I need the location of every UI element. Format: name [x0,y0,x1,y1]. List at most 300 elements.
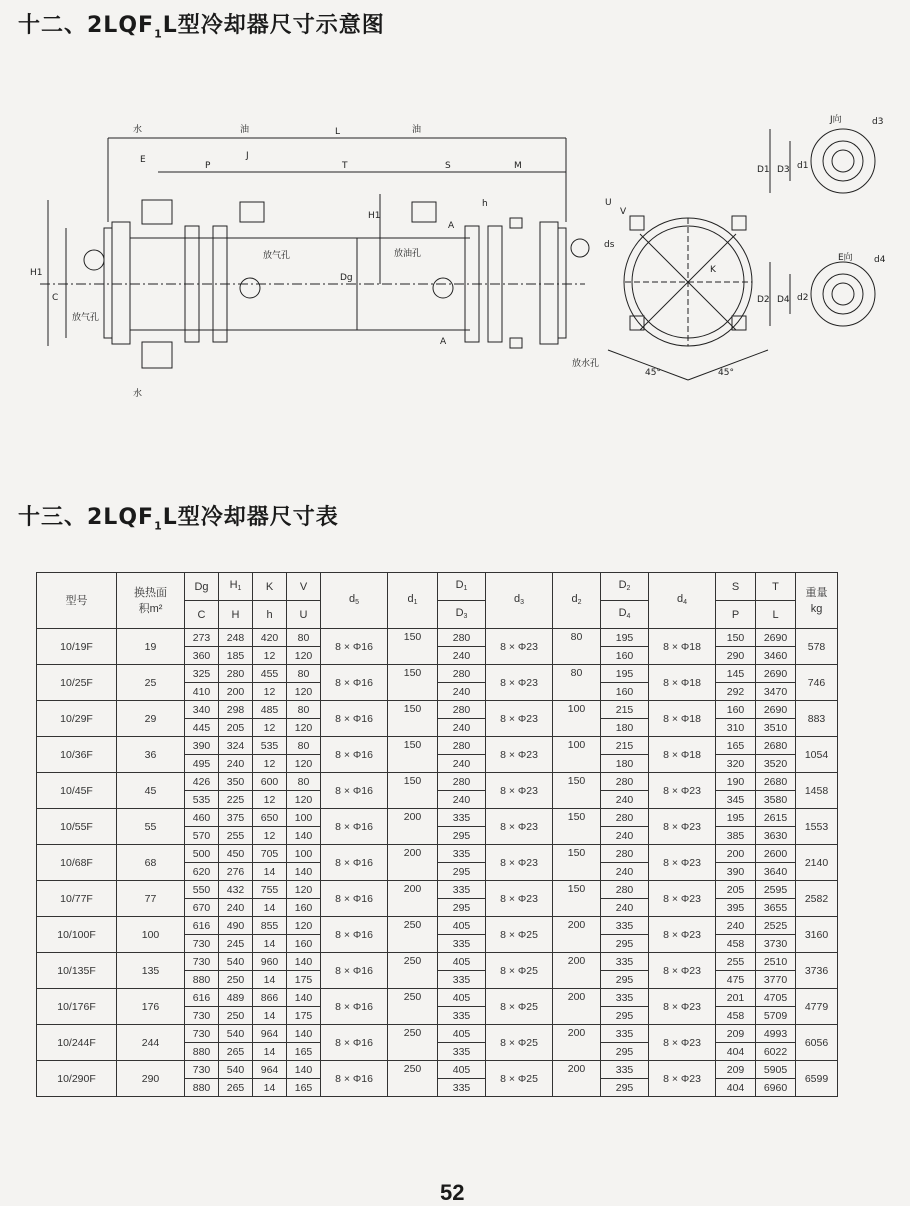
table-cell: 570 [185,827,219,845]
table-cell: 140 [287,989,321,1007]
table-cell: 2615 [756,809,796,827]
table-cell: 475 [716,971,756,989]
table-cell: 29 [117,701,185,737]
table-cell: 500 [185,845,219,863]
svg-text:h: h [482,199,488,209]
table-cell: 3510 [756,719,796,737]
table-cell: 180 [601,719,649,737]
svg-text:45°: 45° [645,368,661,378]
table-cell: 458 [716,1007,756,1025]
table-cell: 2600 [756,845,796,863]
table-row [37,665,838,683]
table-cell: 140 [287,863,321,881]
table-cell: 10/100F [37,917,117,953]
table-cell: 140 [287,953,321,971]
table-cell: 616 [185,989,219,1007]
table-cell: 458 [716,935,756,953]
table-cell: 8 × Φ23 [486,665,553,701]
table-cell: 240 [438,791,486,809]
table-cell: 12 [253,647,287,665]
svg-text:45°: 45° [718,368,734,378]
table-cell: 14 [253,971,287,989]
table-cell: 335 [601,989,649,1007]
table-cell: 150 [716,629,756,647]
table-cell: 350 [219,773,253,791]
table-cell: 200 [553,953,601,989]
drawing-labels [30,113,886,399]
table-cell: 8 × Φ23 [649,1025,716,1061]
table-cell: 340 [185,701,219,719]
svg-text:ds: ds [604,240,615,250]
table-cell: 145 [716,665,756,683]
table-cell: H [219,601,253,629]
table-cell: 620 [185,863,219,881]
table-cell: 335 [438,881,486,899]
svg-text:d3: d3 [872,117,884,127]
table-cell: 80 [553,665,601,701]
table-cell: 8 × Φ18 [649,665,716,701]
table-cell: 295 [601,1043,649,1061]
table-cell: 240 [601,899,649,917]
table-cell: 3470 [756,683,796,701]
table-cell: 240 [438,755,486,773]
table-cell: 1054 [796,737,838,773]
table-cell: 2680 [756,773,796,791]
table-cell: 2690 [756,701,796,719]
table-cell: 100 [553,737,601,773]
table-cell: $d_4$ [649,573,716,629]
table-cell: 14 [253,899,287,917]
table-cell: 295 [601,935,649,953]
table-cell: 200 [388,881,438,917]
table-cell: 248 [219,629,253,647]
table-cell: 200 [553,1061,601,1097]
table-cell: 3736 [796,953,838,989]
table-cell: 280 [438,701,486,719]
table-cell: 80 [287,665,321,683]
table-cell: 280 [438,737,486,755]
table-cell: 5709 [756,1007,796,1025]
table-cell: 8 × Φ18 [649,737,716,773]
table-cell: 225 [219,791,253,809]
table-cell: $D_4$ [601,601,649,629]
table-cell: 195 [601,665,649,683]
table-cell: 77 [117,881,185,917]
table-cell: 489 [219,989,253,1007]
table-cell: 880 [185,1043,219,1061]
table-cell: 80 [553,629,601,665]
table-cell: 10/45F [37,773,117,809]
table-cell: 8 × Φ25 [486,953,553,989]
header-area: 换热面 积m² [117,573,185,629]
table-cell: 578 [796,629,838,665]
svg-text:D3: D3 [777,165,790,175]
table-cell: 240 [219,755,253,773]
table-cell: 405 [438,953,486,971]
table-cell: 200 [553,1025,601,1061]
table-cell: 335 [438,971,486,989]
table-cell: 746 [796,665,838,701]
table-cell: 324 [219,737,253,755]
table-cell: 730 [185,1007,219,1025]
table-cell: 8 × Φ25 [486,917,553,953]
table-cell: 244 [117,1025,185,1061]
table-cell: 8 × Φ16 [321,773,388,809]
table-cell: 12 [253,791,287,809]
table-cell: 855 [253,917,287,935]
table-cell: 2690 [756,629,796,647]
table-cell: 2690 [756,665,796,683]
table-cell: C [185,601,219,629]
table-cell: 150 [388,737,438,773]
table-row [37,737,838,755]
table-cell: 290 [117,1061,185,1097]
svg-text:d4: d4 [874,255,886,265]
table-cell: 8 × Φ23 [486,629,553,665]
table-cell: 280 [438,773,486,791]
table-cell: 205 [219,719,253,737]
table-cell: 250 [388,953,438,989]
table-cell: 240 [601,863,649,881]
table-cell: 335 [438,1007,486,1025]
table-cell: 280 [601,773,649,791]
table-cell: 10/55F [37,809,117,845]
table-cell: 405 [438,1061,486,1079]
table-cell: 535 [185,791,219,809]
table-cell: 964 [253,1025,287,1043]
table-cell: 250 [388,989,438,1025]
table-cell: 8 × Φ23 [649,917,716,953]
table-cell: 3160 [796,917,838,953]
table-cell: U [287,601,321,629]
table-cell: 240 [438,683,486,701]
table-cell: 730 [185,953,219,971]
table-cell: 100 [117,917,185,953]
table-cell: 160 [287,899,321,917]
table-cell: 150 [388,665,438,701]
svg-text:Dg: Dg [340,273,353,283]
svg-text:d2: d2 [797,293,809,303]
table-cell: 14 [253,935,287,953]
table-cell: 45 [117,773,185,809]
table-cell: 280 [438,665,486,683]
svg-text:U: U [605,198,612,208]
table-cell: 245 [219,935,253,953]
table-cell: 535 [253,737,287,755]
table-cell: 335 [601,953,649,971]
table-cell: 8 × Φ23 [486,737,553,773]
table-cell: 880 [185,1079,219,1097]
svg-text:放气孔: 放气孔 [72,313,100,323]
table-cell: 10/244F [37,1025,117,1061]
table-cell: 240 [601,827,649,845]
table-cell: 8 × Φ25 [486,1025,553,1061]
table-cell: 405 [438,917,486,935]
table-cell: 209 [716,1025,756,1043]
table-cell: 8 × Φ18 [649,629,716,665]
table-cell: 755 [253,881,287,899]
table-cell: 240 [219,899,253,917]
table-cell: 240 [601,791,649,809]
table-cell: 280 [438,629,486,647]
table-cell: 3640 [756,863,796,881]
table-cell: 14 [253,1043,287,1061]
table-cell: 14 [253,1007,287,1025]
table-cell: 10/29F [37,701,117,737]
table-cell: 8 × Φ25 [486,1061,553,1097]
table-cell: 100 [287,809,321,827]
table-cell: 960 [253,953,287,971]
table-cell: 292 [716,683,756,701]
table-cell: 2595 [756,881,796,899]
table-cell: 8 × Φ16 [321,1025,388,1061]
svg-text:A: A [448,221,455,231]
table-cell: 140 [287,1061,321,1079]
table-cell: 8 × Φ23 [649,953,716,989]
diagram-heading: 十二、$2LQF_1L$型冷却器尺寸示意图 [18,13,385,41]
table-cell: 395 [716,899,756,917]
table-cell: 883 [796,701,838,737]
svg-text:M: M [514,161,522,171]
table-cell: 176 [117,989,185,1025]
svg-text:D4: D4 [777,295,790,305]
table-cell: 160 [601,647,649,665]
table-cell: 280 [601,809,649,827]
table-cell: 8 × Φ16 [321,809,388,845]
table-cell: 200 [388,809,438,845]
table-cell: 68 [117,845,185,881]
table-cell: 80 [287,737,321,755]
table-cell: 160 [716,701,756,719]
table-cell: 10/290F [37,1061,117,1097]
table-cell: 345 [716,791,756,809]
table-cell: 298 [219,701,253,719]
table-cell: 175 [287,971,321,989]
table-cell: 276 [219,863,253,881]
table-cell: 295 [601,1079,649,1097]
svg-text:放气孔: 放气孔 [263,251,291,261]
table-row [37,953,838,971]
svg-text:T: T [342,161,348,171]
table-cell: 240 [438,719,486,737]
svg-text:K: K [710,265,716,275]
table-row [37,773,838,791]
table-cell: 540 [219,1061,253,1079]
table-cell: 6960 [756,1079,796,1097]
table-cell: K [253,573,287,601]
table-cell: $D_1$ [438,573,486,601]
table-cell: 335 [438,935,486,953]
table-cell: 290 [716,647,756,665]
table-cell: 8 × Φ23 [486,809,553,845]
table-cell: 3655 [756,899,796,917]
table-cell: 209 [716,1061,756,1079]
table-cell: 730 [185,1061,219,1079]
svg-text:油: 油 [240,125,250,135]
table-row [37,845,838,863]
svg-text:L: L [335,127,341,137]
table-row [37,1061,838,1079]
table-cell: 295 [438,827,486,845]
table-cell: 295 [601,971,649,989]
table-cell: 335 [438,1079,486,1097]
table-cell: 25 [117,665,185,701]
table-cell: 10/19F [37,629,117,665]
table-cell: 165 [716,737,756,755]
table-cell: 255 [716,953,756,971]
table-cell: 255 [219,827,253,845]
table-cell: 866 [253,989,287,1007]
table-cell: 150 [388,701,438,737]
table-cell: 8 × Φ23 [649,845,716,881]
svg-text:A: A [440,337,447,347]
table-cell: 335 [438,845,486,863]
table-cell: V [287,573,321,601]
table-cell: 8 × Φ18 [649,701,716,737]
table-cell: 250 [219,1007,253,1025]
table-cell: 1458 [796,773,838,809]
table-cell: 8 × Φ23 [649,881,716,917]
table-cell: T [756,573,796,601]
table-cell: 200 [553,917,601,953]
table-cell: 8 × Φ16 [321,737,388,773]
table-row [37,809,838,827]
svg-text:J: J [246,151,249,161]
table-cell: 8 × Φ25 [486,989,553,1025]
svg-text:D1: D1 [757,165,770,175]
table-cell: 14 [253,1079,287,1097]
table-cell: 80 [287,701,321,719]
table-cell: 140 [287,827,321,845]
table-cell: 100 [287,845,321,863]
table-cell: 2582 [796,881,838,917]
table-cell: 273 [185,629,219,647]
svg-text:H1: H1 [30,268,43,278]
table-cell: L [756,601,796,629]
table-cell: 165 [287,1079,321,1097]
table-cell: 250 [388,917,438,953]
table-cell: 6022 [756,1043,796,1061]
table-cell: 150 [553,773,601,809]
svg-text:P: P [205,161,211,171]
header-model: 型号 [37,573,117,629]
table-cell: 80 [287,629,321,647]
table-cell: Dg [185,573,219,601]
table-cell: 100 [553,701,601,737]
table-cell: 385 [716,827,756,845]
table-cell: 8 × Φ16 [321,1061,388,1097]
table-cell: 135 [117,953,185,989]
table-cell: 150 [388,773,438,809]
svg-text:H1: H1 [368,211,381,221]
table-cell: 6599 [796,1061,838,1097]
table-cell: 410 [185,683,219,701]
table-cell: 8 × Φ23 [486,701,553,737]
svg-text:E向: E向 [838,253,853,263]
table-cell: 335 [601,917,649,935]
table-cell: 2510 [756,953,796,971]
table-cell: 540 [219,953,253,971]
dimension-table [36,572,838,1097]
table-row [37,881,838,899]
table-cell: 140 [287,1025,321,1043]
table-cell: 120 [287,647,321,665]
table-cell: 160 [287,935,321,953]
table-cell: 195 [716,809,756,827]
table-cell: 10/77F [37,881,117,917]
table-cell: 730 [185,1025,219,1043]
table-cell: 250 [388,1061,438,1097]
table-cell: 120 [287,917,321,935]
table-cell: 8 × Φ16 [321,989,388,1025]
table-cell: 670 [185,899,219,917]
table-cell: 120 [287,683,321,701]
table-cell: 200 [219,683,253,701]
table-cell: 150 [553,809,601,845]
table-cell: 1553 [796,809,838,845]
table-cell: 200 [388,845,438,881]
table-cell: 335 [438,1043,486,1061]
table-cell: 200 [716,845,756,863]
table-cell: 200 [553,989,601,1025]
table-cell: 190 [716,773,756,791]
table-cell: 2680 [756,737,796,755]
svg-text:水: 水 [133,389,143,399]
table-cell: 120 [287,755,321,773]
table-cell: 185 [219,647,253,665]
table-cell: 320 [716,755,756,773]
table-cell: 325 [185,665,219,683]
svg-text:d1: d1 [797,161,809,171]
table-cell: 10/135F [37,953,117,989]
table-cell: 335 [601,1061,649,1079]
table-cell: 432 [219,881,253,899]
table-cell: 120 [287,719,321,737]
table-cell: 310 [716,719,756,737]
table-cell: 405 [438,989,486,1007]
table-cell: 375 [219,809,253,827]
table-cell: 880 [185,971,219,989]
page-number: 52 [440,1180,465,1205]
table-cell: 4779 [796,989,838,1025]
table-cell: 180 [601,755,649,773]
table-cell: 705 [253,845,287,863]
table-row [37,701,838,719]
table-cell: 3630 [756,827,796,845]
table-cell: 426 [185,773,219,791]
table-cell: 12 [253,827,287,845]
table-cell: P [716,601,756,629]
table-cell: 295 [438,863,486,881]
table-heading: 十三、$2LQF_1L$型冷却器尺寸表 [18,505,339,533]
table-cell: 10/36F [37,737,117,773]
table-cell: 335 [438,809,486,827]
svg-text:V: V [620,207,627,217]
table-cell: 8 × Φ16 [321,665,388,701]
table-cell: 10/68F [37,845,117,881]
table-cell: $H_1$ [219,573,253,601]
table-cell: 405 [438,1025,486,1043]
table-cell: 730 [185,935,219,953]
table-cell: 8 × Φ16 [321,701,388,737]
table-cell: 240 [438,647,486,665]
svg-text:E: E [140,155,146,165]
table-cell: 55 [117,809,185,845]
table-cell: 12 [253,755,287,773]
table-cell: 8 × Φ16 [321,953,388,989]
table-cell: h [253,601,287,629]
table-cell: 215 [601,737,649,755]
